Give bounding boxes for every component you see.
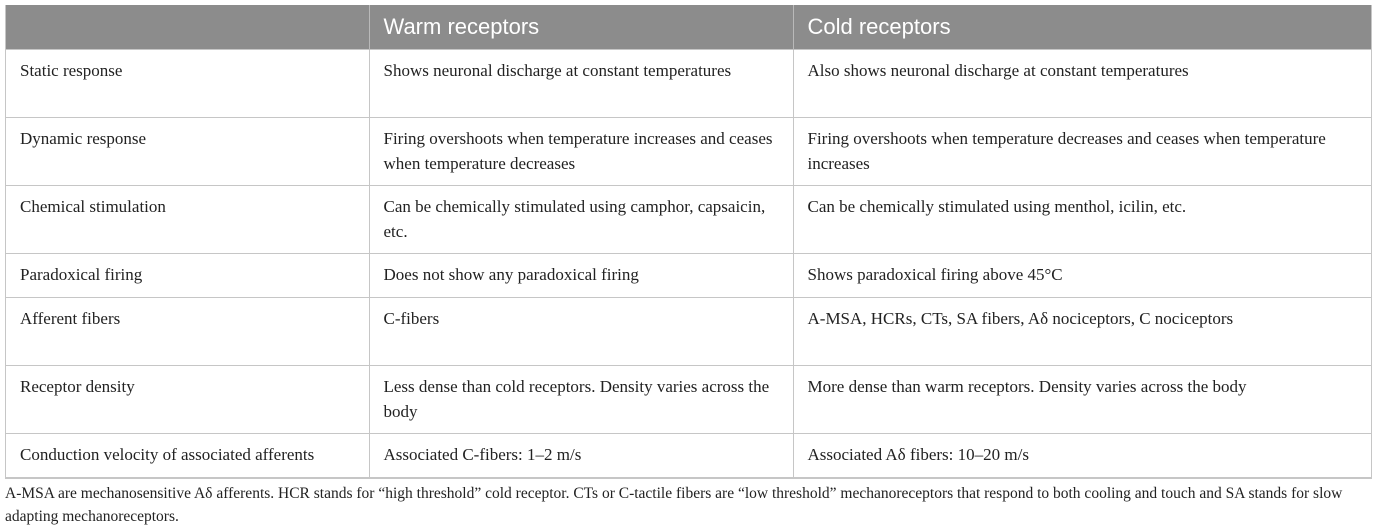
- header-cell-blank: [6, 5, 369, 49]
- cold-cell: Firing overshoots when temperature decreases and ceases when temperature increases: [793, 117, 1371, 185]
- warm-cell: Can be chemically stimulated using camphor, capsaicin, etc.: [369, 185, 793, 253]
- table-row: [6, 433, 1371, 477]
- cold-cell: Also shows neuronal discharge at constant temperatures: [793, 49, 1371, 117]
- warm-cell: Firing overshoots when temperature increases and ceases when temperature decreases: [369, 117, 793, 185]
- table-footnote: A-MSA are mechanosensitive Aδ afferents. HCR stands for “high threshold” cold receptor. CTs or C-tactile fibers are “low threshold” mechanoreceptors that respond to both cooling and touch and SA stands for slow adapting mechanoreceptors.: [5, 485, 1343, 525]
- cold-cell: Shows paradoxical firing above 45°C: [793, 253, 1371, 297]
- table-body: [6, 49, 1371, 477]
- warm-cell: Does not show any paradoxical firing: [369, 253, 793, 297]
- warm-cell: C-fibers: [369, 297, 793, 365]
- row-label: Afferent fibers: [6, 297, 369, 365]
- row-label: Chemical stimulation: [6, 185, 369, 253]
- header-row: [6, 5, 1371, 49]
- warm-cell: Less dense than cold receptors. Density varies across the body: [369, 365, 793, 433]
- warm-cell: Associated C-fibers: 1–2 m/s: [369, 433, 793, 477]
- row-label: Dynamic response: [6, 117, 369, 185]
- receptor-comparison-table: [6, 5, 1371, 478]
- table-row: [6, 117, 1371, 185]
- cold-cell: Associated Aδ fibers: 10–20 m/s: [793, 433, 1371, 477]
- warm-cell: Shows neuronal discharge at constant temperatures: [369, 49, 793, 117]
- cold-cell: A-MSA, HCRs, CTs, SA fibers, Aδ nociceptors, C nociceptors: [793, 297, 1371, 365]
- table-row: [6, 297, 1371, 365]
- receptor-comparison-table-container: [5, 5, 1372, 479]
- row-label: Paradoxical firing: [6, 253, 369, 297]
- table-row: [6, 49, 1371, 117]
- header-cold-receptors: Cold receptors: [793, 5, 1371, 49]
- row-label: Static response: [6, 49, 369, 117]
- row-label: Conduction velocity of associated afferents: [6, 433, 369, 477]
- row-label: Receptor density: [6, 365, 369, 433]
- cold-cell: More dense than warm receptors. Density varies across the body: [793, 365, 1371, 433]
- table-header: [6, 5, 1371, 49]
- header-warm-receptors: Warm receptors: [369, 5, 793, 49]
- table-row: [6, 185, 1371, 253]
- cold-cell: Can be chemically stimulated using menthol, icilin, etc.: [793, 185, 1371, 253]
- table-row: [6, 253, 1371, 297]
- table-row: [6, 365, 1371, 433]
